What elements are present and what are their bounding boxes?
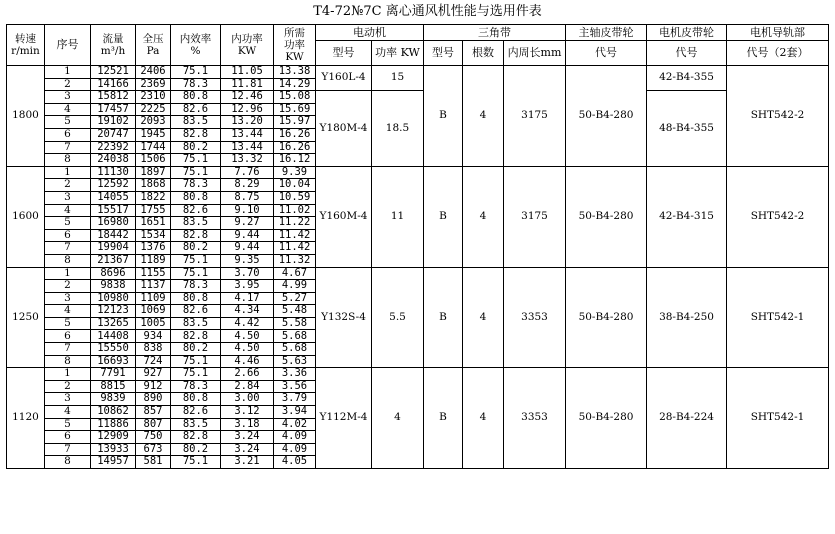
pressure-cell: 724 [136,355,171,368]
motor-power-cell: 11 [372,166,424,267]
flow-cell: 21367 [91,254,136,267]
pressure-cell: 807 [136,418,171,431]
motor-model-cell: Y160M-4 [316,166,372,267]
motor-power-cell: 18.5 [372,91,424,167]
belt-length-cell: 3175 [504,166,566,267]
seq-cell: 7 [45,443,91,456]
efficiency-cell: 80.8 [171,292,221,305]
efficiency-cell: 78.3 [171,380,221,393]
power-cell: 7.76 [221,166,274,179]
header-main-pulley: 主轴皮带轮 [566,25,647,41]
flow-cell: 10980 [91,292,136,305]
power-cell: 13.44 [221,128,274,141]
required-power-cell: 16.26 [274,128,316,141]
speed-cell: 1800 [7,66,45,167]
power-cell: 2.84 [221,380,274,393]
table-title: T4-72№7C 离心通风机性能与选用件表 [313,4,542,19]
required-power-cell: 3.36 [274,368,316,381]
power-cell: 2.66 [221,368,274,381]
seq-cell: 8 [45,456,91,469]
header-motor-pulley: 电机皮带轮 [647,25,727,41]
required-power-cell: 3.94 [274,406,316,419]
pressure-cell: 1822 [136,191,171,204]
flow-cell: 17457 [91,103,136,116]
efficiency-cell: 75.1 [171,267,221,280]
pressure-cell: 927 [136,368,171,381]
pressure-cell: 1755 [136,204,171,217]
flow-cell: 22392 [91,141,136,154]
power-cell: 4.34 [221,305,274,318]
flow-cell: 9839 [91,393,136,406]
seq-cell: 5 [45,217,91,230]
main-pulley-cell: 50-B4-280 [566,368,647,469]
efficiency-cell: 80.2 [171,443,221,456]
seq-cell: 2 [45,179,91,192]
main-pulley-cell: 50-B4-280 [566,166,647,267]
flow-cell: 19904 [91,242,136,255]
power-cell: 3.21 [221,456,274,469]
required-power-cell: 16.26 [274,141,316,154]
required-power-cell: 15.08 [274,91,316,104]
flow-cell: 9838 [91,280,136,293]
performance-table [6,24,829,469]
efficiency-cell: 83.5 [171,418,221,431]
belt-count-cell: 4 [463,368,504,469]
efficiency-cell: 82.6 [171,406,221,419]
pressure-cell: 1376 [136,242,171,255]
seq-cell: 3 [45,91,91,104]
flow-cell: 12909 [91,431,136,444]
flow-cell: 18442 [91,229,136,242]
seq-cell: 7 [45,242,91,255]
required-power-cell: 5.68 [274,343,316,356]
flow-cell: 8815 [91,380,136,393]
efficiency-cell: 80.2 [171,343,221,356]
required-power-cell: 4.99 [274,280,316,293]
required-power-cell: 5.63 [274,355,316,368]
seq-cell: 3 [45,191,91,204]
motor-power-cell: 5.5 [372,267,424,368]
motor-pulley-cell: 42-B4-315 [647,166,727,267]
belt-count-cell: 4 [463,267,504,368]
power-cell: 9.35 [221,254,274,267]
required-power-cell: 10.59 [274,191,316,204]
flow-cell: 15517 [91,204,136,217]
header-motor-power: 功率 KW [372,41,424,66]
motor-power-cell: 15 [372,66,424,91]
required-power-cell: 11.42 [274,229,316,242]
efficiency-cell: 80.8 [171,91,221,104]
flow-cell: 14957 [91,456,136,469]
flow-cell: 8696 [91,267,136,280]
efficiency-cell: 78.3 [171,78,221,91]
power-cell: 4.46 [221,355,274,368]
pressure-cell: 750 [136,431,171,444]
required-power-cell: 5.68 [274,330,316,343]
header-main-pulley-code: 代号 [566,41,647,66]
flow-cell: 24038 [91,154,136,167]
efficiency-cell: 83.5 [171,217,221,230]
motor-rail-cell: SHT542-2 [727,166,829,267]
speed-cell: 1600 [7,166,45,267]
efficiency-cell: 80.2 [171,141,221,154]
seq-cell: 8 [45,355,91,368]
motor-model-cell: Y160L-4 [316,66,372,91]
speed-cell: 1120 [7,368,45,469]
efficiency-cell: 75.1 [171,66,221,79]
pressure-cell: 1868 [136,179,171,192]
belt-length-cell: 3353 [504,368,566,469]
flow-cell: 14055 [91,191,136,204]
main-pulley-cell: 50-B4-280 [566,267,647,368]
pressure-cell: 1109 [136,292,171,305]
flow-cell: 19102 [91,116,136,129]
header-efficiency: 内效率 % [171,25,221,66]
efficiency-cell: 82.8 [171,128,221,141]
pressure-cell: 1069 [136,305,171,318]
efficiency-cell: 83.5 [171,116,221,129]
motor-pulley-cell: 48-B4-355 [647,91,727,167]
efficiency-cell: 75.1 [171,154,221,167]
power-cell: 12.96 [221,103,274,116]
motor-model-cell: Y180M-4 [316,91,372,167]
pressure-cell: 1897 [136,166,171,179]
flow-cell: 13265 [91,317,136,330]
seq-cell: 2 [45,380,91,393]
power-cell: 9.44 [221,229,274,242]
required-power-cell: 9.39 [274,166,316,179]
seq-cell: 2 [45,280,91,293]
flow-cell: 16980 [91,217,136,230]
seq-cell: 1 [45,368,91,381]
required-power-cell: 11.22 [274,217,316,230]
power-cell: 3.95 [221,280,274,293]
required-power-cell: 14.29 [274,78,316,91]
required-power-cell: 15.69 [274,103,316,116]
belt-count-cell: 4 [463,166,504,267]
seq-cell: 2 [45,78,91,91]
efficiency-cell: 80.8 [171,191,221,204]
table-row [7,166,829,179]
required-power-cell: 10.04 [274,179,316,192]
power-cell: 3.70 [221,267,274,280]
efficiency-cell: 75.1 [171,355,221,368]
seq-cell: 7 [45,141,91,154]
header-motor-rail: 电机导轨部 [727,25,829,41]
required-power-cell: 13.38 [274,66,316,79]
power-cell: 13.20 [221,116,274,129]
flow-cell: 14166 [91,78,136,91]
pressure-cell: 1651 [136,217,171,230]
header-motor-pulley-code: 代号 [647,41,727,66]
motor-rail-cell: SHT542-2 [727,66,829,167]
pressure-cell: 857 [136,406,171,419]
power-cell: 4.17 [221,292,274,305]
flow-cell: 7791 [91,368,136,381]
efficiency-cell: 82.8 [171,330,221,343]
efficiency-cell: 78.3 [171,179,221,192]
pressure-cell: 1945 [136,128,171,141]
pressure-cell: 1189 [136,254,171,267]
required-power-cell: 16.12 [274,154,316,167]
flow-cell: 12521 [91,66,136,79]
main-pulley-cell: 50-B4-280 [566,66,647,167]
header-vbelt-model: 型号 [424,41,463,66]
header-vbelt-length: 内周长mm [504,41,566,66]
flow-cell: 12592 [91,179,136,192]
flow-cell: 15550 [91,343,136,356]
pressure-cell: 673 [136,443,171,456]
power-cell: 9.27 [221,217,274,230]
pressure-cell: 1506 [136,154,171,167]
belt-length-cell: 3175 [504,66,566,167]
efficiency-cell: 75.1 [171,166,221,179]
seq-cell: 3 [45,393,91,406]
belt-count-cell: 4 [463,66,504,167]
efficiency-cell: 82.8 [171,431,221,444]
seq-cell: 5 [45,418,91,431]
seq-cell: 1 [45,166,91,179]
header-vbelt-count: 根数 [463,41,504,66]
power-cell: 12.46 [221,91,274,104]
power-cell: 3.12 [221,406,274,419]
motor-model-cell: Y132S-4 [316,267,372,368]
table-row [7,267,829,280]
efficiency-cell: 83.5 [171,317,221,330]
pressure-cell: 1534 [136,229,171,242]
pressure-cell: 838 [136,343,171,356]
pressure-cell: 1155 [136,267,171,280]
seq-cell: 4 [45,305,91,318]
efficiency-cell: 82.8 [171,229,221,242]
motor-power-cell: 4 [372,368,424,469]
motor-pulley-cell: 38-B4-250 [647,267,727,368]
required-power-cell: 11.02 [274,204,316,217]
required-power-cell: 4.67 [274,267,316,280]
required-power-cell: 15.97 [274,116,316,129]
seq-cell: 8 [45,254,91,267]
efficiency-cell: 80.2 [171,242,221,255]
efficiency-cell: 80.8 [171,393,221,406]
flow-cell: 12123 [91,305,136,318]
required-power-cell: 11.42 [274,242,316,255]
efficiency-cell: 75.1 [171,368,221,381]
flow-cell: 13933 [91,443,136,456]
pressure-cell: 934 [136,330,171,343]
pressure-cell: 2093 [136,116,171,129]
seq-cell: 6 [45,431,91,444]
power-cell: 3.00 [221,393,274,406]
pressure-cell: 912 [136,380,171,393]
seq-cell: 4 [45,406,91,419]
belt-model-cell: B [424,166,463,267]
belt-length-cell: 3353 [504,267,566,368]
pressure-cell: 890 [136,393,171,406]
required-power-cell: 5.48 [274,305,316,318]
motor-pulley-cell: 28-B4-224 [647,368,727,469]
required-power-cell: 4.02 [274,418,316,431]
required-power-cell: 11.32 [274,254,316,267]
required-power-cell: 4.05 [274,456,316,469]
flow-cell: 15812 [91,91,136,104]
pressure-cell: 1137 [136,280,171,293]
table-row [7,368,829,381]
header-motor-model: 型号 [316,41,372,66]
header-speed: 转速 r/min [7,25,45,66]
pressure-cell: 1744 [136,141,171,154]
belt-model-cell: B [424,66,463,167]
header-flow: 流量 m³/h [91,25,136,66]
seq-cell: 7 [45,343,91,356]
pressure-cell: 2310 [136,91,171,104]
required-power-cell: 4.09 [274,443,316,456]
power-cell: 8.29 [221,179,274,192]
power-cell: 11.05 [221,66,274,79]
flow-cell: 11886 [91,418,136,431]
power-cell: 9.10 [221,204,274,217]
flow-cell: 10862 [91,406,136,419]
motor-model-cell: Y112M-4 [316,368,372,469]
power-cell: 3.18 [221,418,274,431]
seq-cell: 6 [45,229,91,242]
required-power-cell: 3.79 [274,393,316,406]
flow-cell: 11130 [91,166,136,179]
motor-rail-cell: SHT542-1 [727,368,829,469]
power-cell: 4.42 [221,317,274,330]
flow-cell: 20747 [91,128,136,141]
power-cell: 9.44 [221,242,274,255]
table-row [7,91,829,104]
power-cell: 11.81 [221,78,274,91]
power-cell: 13.32 [221,154,274,167]
seq-cell: 6 [45,128,91,141]
pressure-cell: 2225 [136,103,171,116]
seq-cell: 1 [45,66,91,79]
efficiency-cell: 82.6 [171,103,221,116]
efficiency-cell: 75.1 [171,254,221,267]
seq-cell: 4 [45,103,91,116]
efficiency-cell: 82.6 [171,305,221,318]
required-power-cell: 3.56 [274,380,316,393]
power-cell: 3.24 [221,443,274,456]
speed-cell: 1250 [7,267,45,368]
pressure-cell: 1005 [136,317,171,330]
header-required-power: 所需 功率 KW [274,25,316,66]
required-power-cell: 4.09 [274,431,316,444]
seq-cell: 8 [45,154,91,167]
header-pressure: 全压 Pa [136,25,171,66]
flow-cell: 16693 [91,355,136,368]
belt-model-cell: B [424,368,463,469]
seq-cell: 1 [45,267,91,280]
motor-rail-cell: SHT542-1 [727,267,829,368]
seq-cell: 3 [45,292,91,305]
power-cell: 8.75 [221,191,274,204]
efficiency-cell: 78.3 [171,280,221,293]
header-seq: 序号 [45,25,91,66]
header-vbelt: 三角带 [424,25,566,41]
table-row [7,66,829,79]
power-cell: 4.50 [221,343,274,356]
pressure-cell: 2369 [136,78,171,91]
motor-pulley-cell: 42-B4-355 [647,66,727,91]
seq-cell: 6 [45,330,91,343]
power-cell: 13.44 [221,141,274,154]
header-motor-rail-code: 代号（2套） [727,41,829,66]
header-motor: 电动机 [316,25,424,41]
seq-cell: 4 [45,204,91,217]
power-cell: 4.50 [221,330,274,343]
belt-model-cell: B [424,267,463,368]
seq-cell: 5 [45,317,91,330]
pressure-cell: 2406 [136,66,171,79]
efficiency-cell: 75.1 [171,456,221,469]
efficiency-cell: 82.6 [171,204,221,217]
pressure-cell: 581 [136,456,171,469]
required-power-cell: 5.58 [274,317,316,330]
required-power-cell: 5.27 [274,292,316,305]
flow-cell: 14408 [91,330,136,343]
power-cell: 3.24 [221,431,274,444]
header-power: 内功率 KW [221,25,274,66]
seq-cell: 5 [45,116,91,129]
